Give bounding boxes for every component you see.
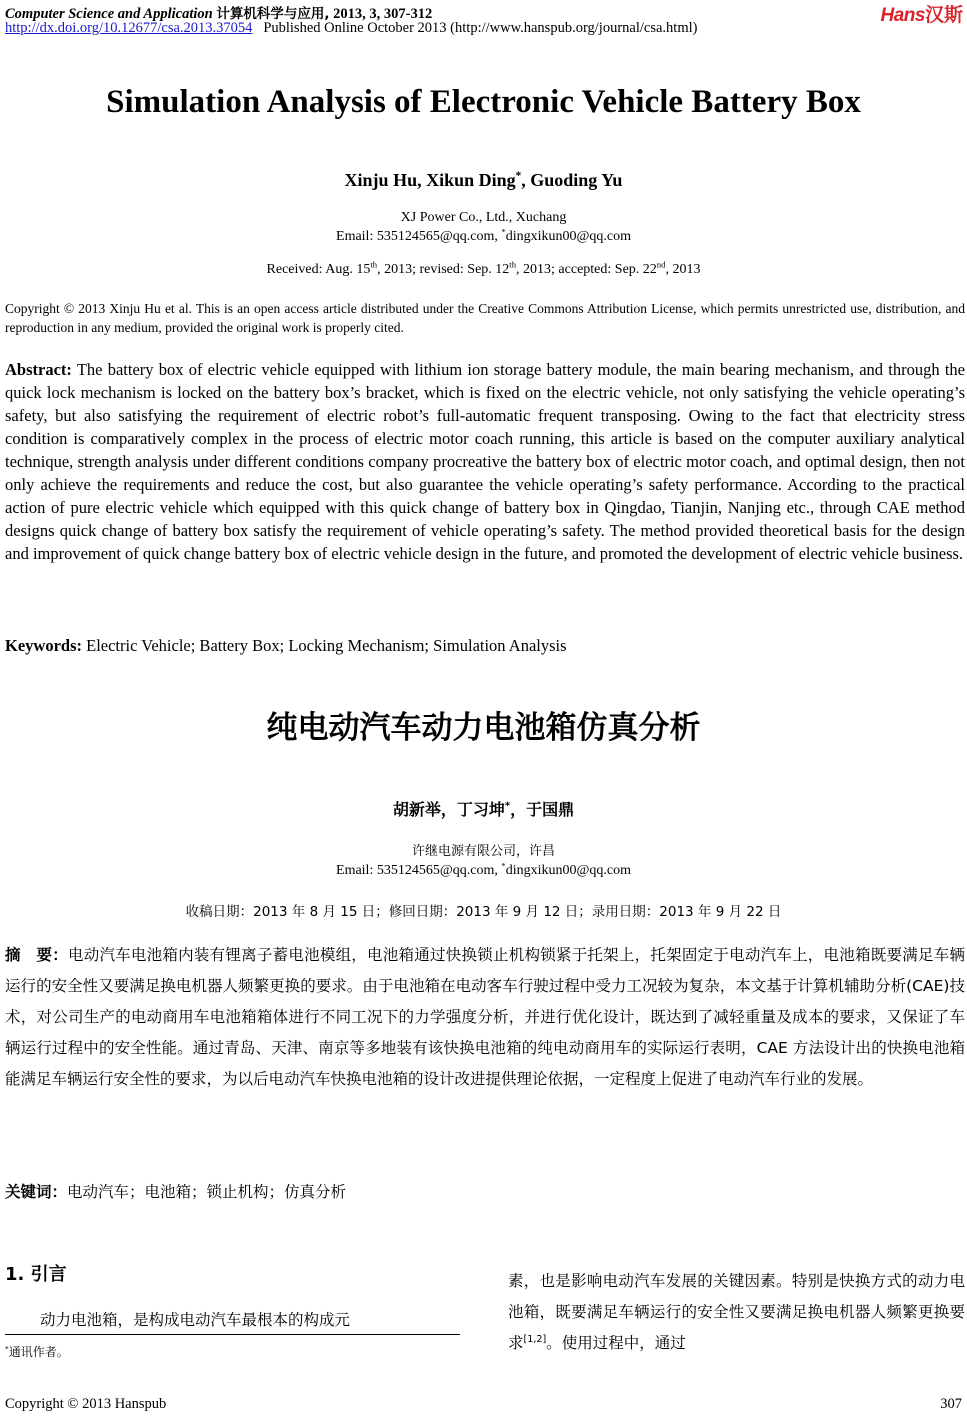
cn-keywords-text: 电动汽车；电池箱；锁止机构；仿真分析 — [67, 1183, 347, 1201]
article-dates — [0, 259, 967, 278]
abstract — [5, 358, 965, 565]
cn-author-names: 胡新举，丁习坤 — [392, 800, 505, 819]
affiliation — [0, 208, 967, 246]
ordinal-2: th — [509, 259, 517, 270]
authors — [0, 170, 967, 191]
cn-email-text: Email: 535124565@qq.com, — [336, 863, 502, 878]
email-star: * — [501, 226, 506, 237]
cn-abstract — [5, 940, 965, 1095]
page-number: 307 — [940, 1396, 962, 1412]
col2-text-2: 。使用过程中，通过 — [546, 1334, 686, 1352]
keywords-text: Electric Vehicle; Battery Box; Locking Mechanism; Simulation Analysis — [86, 636, 567, 655]
copyright-notice: Copyright © 2013 Xinju Hu et al. This is an open access article distributed under the Creative Commons Attribution License, which permits unrestricted use, distribution, and reproduction in any medium, provided the original work is properly cited. — [5, 301, 965, 335]
cn-keywords-label: 关键词： — [5, 1183, 68, 1201]
footnote — [5, 1343, 69, 1360]
footnote-divider — [5, 1334, 460, 1335]
author-names: Xinju Hu, Xikun Ding — [344, 170, 516, 190]
corresponding-mark: * — [515, 170, 522, 182]
published-online: Published Online October 2013 (http://www.hanspub.org/journal/csa.html) — [263, 20, 698, 36]
footnote-star: * — [5, 1344, 9, 1353]
received-date: Received: Aug. 15 — [266, 262, 371, 277]
body-column-left: 动力电池箱，是构成电动汽车最根本的构成元 — [40, 1311, 351, 1329]
logo-latin: Hans — [880, 5, 925, 26]
footer-copyright: Copyright © 2013 Hanspub — [5, 1396, 167, 1412]
email-corresponding: dingxikun00@qq.com — [505, 229, 631, 244]
revised-date: , 2013; revised: Sep. 12 — [377, 262, 510, 277]
keywords — [5, 636, 567, 656]
ordinal-3: nd — [656, 259, 666, 270]
cn-affiliation-org: 许继电源有限公司，许昌 — [411, 844, 555, 859]
doi-link[interactable]: http://dx.doi.org/10.12677/csa.2013.37054 — [5, 20, 253, 36]
cn-email-star: * — [501, 860, 506, 871]
body-column-right — [508, 1266, 965, 1359]
cn-article-dates: 收稿日期：2013 年 8 月 15 日；修回日期：2013 年 9 月 12 日；录用日期：2013 年 9 月 22 日 — [185, 904, 782, 920]
affiliation-org: XJ Power Co., Ltd., Xuchang — [400, 210, 567, 225]
doi-line — [5, 20, 697, 37]
journal-name: Computer Science and Application — [5, 6, 213, 22]
logo-cn: 汉斯 — [924, 4, 963, 26]
journal-volume: 2013, 3, 307-312 — [333, 6, 433, 22]
paper-title: Simulation Analysis of Electronic Vehicle Battery Box — [106, 84, 861, 120]
author-names-2: , Guoding Yu — [521, 170, 623, 190]
cn-affiliation — [0, 842, 967, 880]
cn-paper-title: 纯电动汽车动力电池箱仿真分析 — [266, 710, 701, 746]
abstract-label: Abstract: — [5, 360, 72, 379]
cn-corresponding-mark: * — [504, 800, 511, 812]
accepted-date: , 2013; accepted: Sep. 22 — [516, 262, 657, 277]
journal-name-cn: 计算机科学与应用, — [216, 6, 330, 22]
abstract-text: The battery box of electric vehicle equipped with lithium ion storage battery module, the main bearing mechanism, and through the quick lock mechanism is locked on the battery box’s bracket, which is fixed on the electric vehicle, not only satisfying the vehicle operating’s safety, but also satisfying the requirement of electric robot’s full-automatic frequent transposing. Owing to the fact that electricity stress condition is comparatively complex in the process of electric motor coach running, this article is based on the computer auxiliary analytical technique, strength analysis under different conditions company procreative the battery box of electric motor coach, and optimal design, then not only achieve the requirements and reduce the cost, but also guarantee the vehicle operating’s safety performance. According to the practical action of pure electric vehicle which equipped with this quick change of battery box in Qingdao, Tianjin, Nanjing etc., through CAE method designs quick change of battery box satisfy the requirement of vehicle operating’s safety. The method provided theoretical basis for the design and improvement of quick change battery box of electric vehicle design in the future, and promoted the development of electric vehicle business. — [5, 360, 965, 563]
citation[interactable]: [1,2] — [523, 1333, 547, 1345]
hans-logo — [881, 0, 963, 27]
footnote-text: 通讯作者。 — [8, 1345, 69, 1359]
cn-author-names-2: ，于国鼎 — [510, 800, 575, 819]
cn-abstract-text: 电动汽车电池箱内装有锂离子蓄电池模组，电池箱通过快换锁止机构锁紧于托架上，托架固定于电动汽车上，电池箱既要满足车辆运行的安全性又要满足换电机器人频繁更换的要求。由于电池箱在电动客车行驶过程中受力工况较为复杂，本文基于计算机辅助分析(CAE)技术，对公司生产的电动商用车电池箱箱体进行不同工况下的力学强度分析，并进行优化设计，既达到了减轻重量及成本的要求，又保证了车辆运行过程中的安全性能。通过青岛、天津、南京等多地装有该快换电池箱的纯电动商用车的实际运行表明，CAE 方法设计出的快换电池箱能满足车辆运行安全性的要求，为以后电动汽车快换电池箱的设计改进提供理论依据，一定程度上促进了电动汽车行业的发展。 — [5, 946, 965, 1088]
email-text: Email: 535124565@qq.com, — [336, 229, 502, 244]
cn-email-corresponding: dingxikun00@qq.com — [505, 863, 631, 878]
section-heading-introduction: 1. 引言 — [5, 1264, 67, 1285]
cn-authors — [0, 797, 967, 820]
cn-keywords — [5, 1180, 346, 1202]
cn-affiliation-email — [0, 861, 967, 880]
keywords-label: Keywords: — [5, 636, 82, 655]
ordinal-1: th — [370, 259, 378, 270]
affiliation-email — [0, 227, 967, 246]
dates-year: , 2013 — [665, 262, 701, 277]
col2-text: 素，也是影响电动汽车发展的关键因素。特别是快换方式的动力电池箱，既要满足车辆运行的安全性又要满足换电机器人频繁更换要求 — [508, 1272, 965, 1352]
cn-abstract-label: 摘 要： — [5, 946, 68, 964]
